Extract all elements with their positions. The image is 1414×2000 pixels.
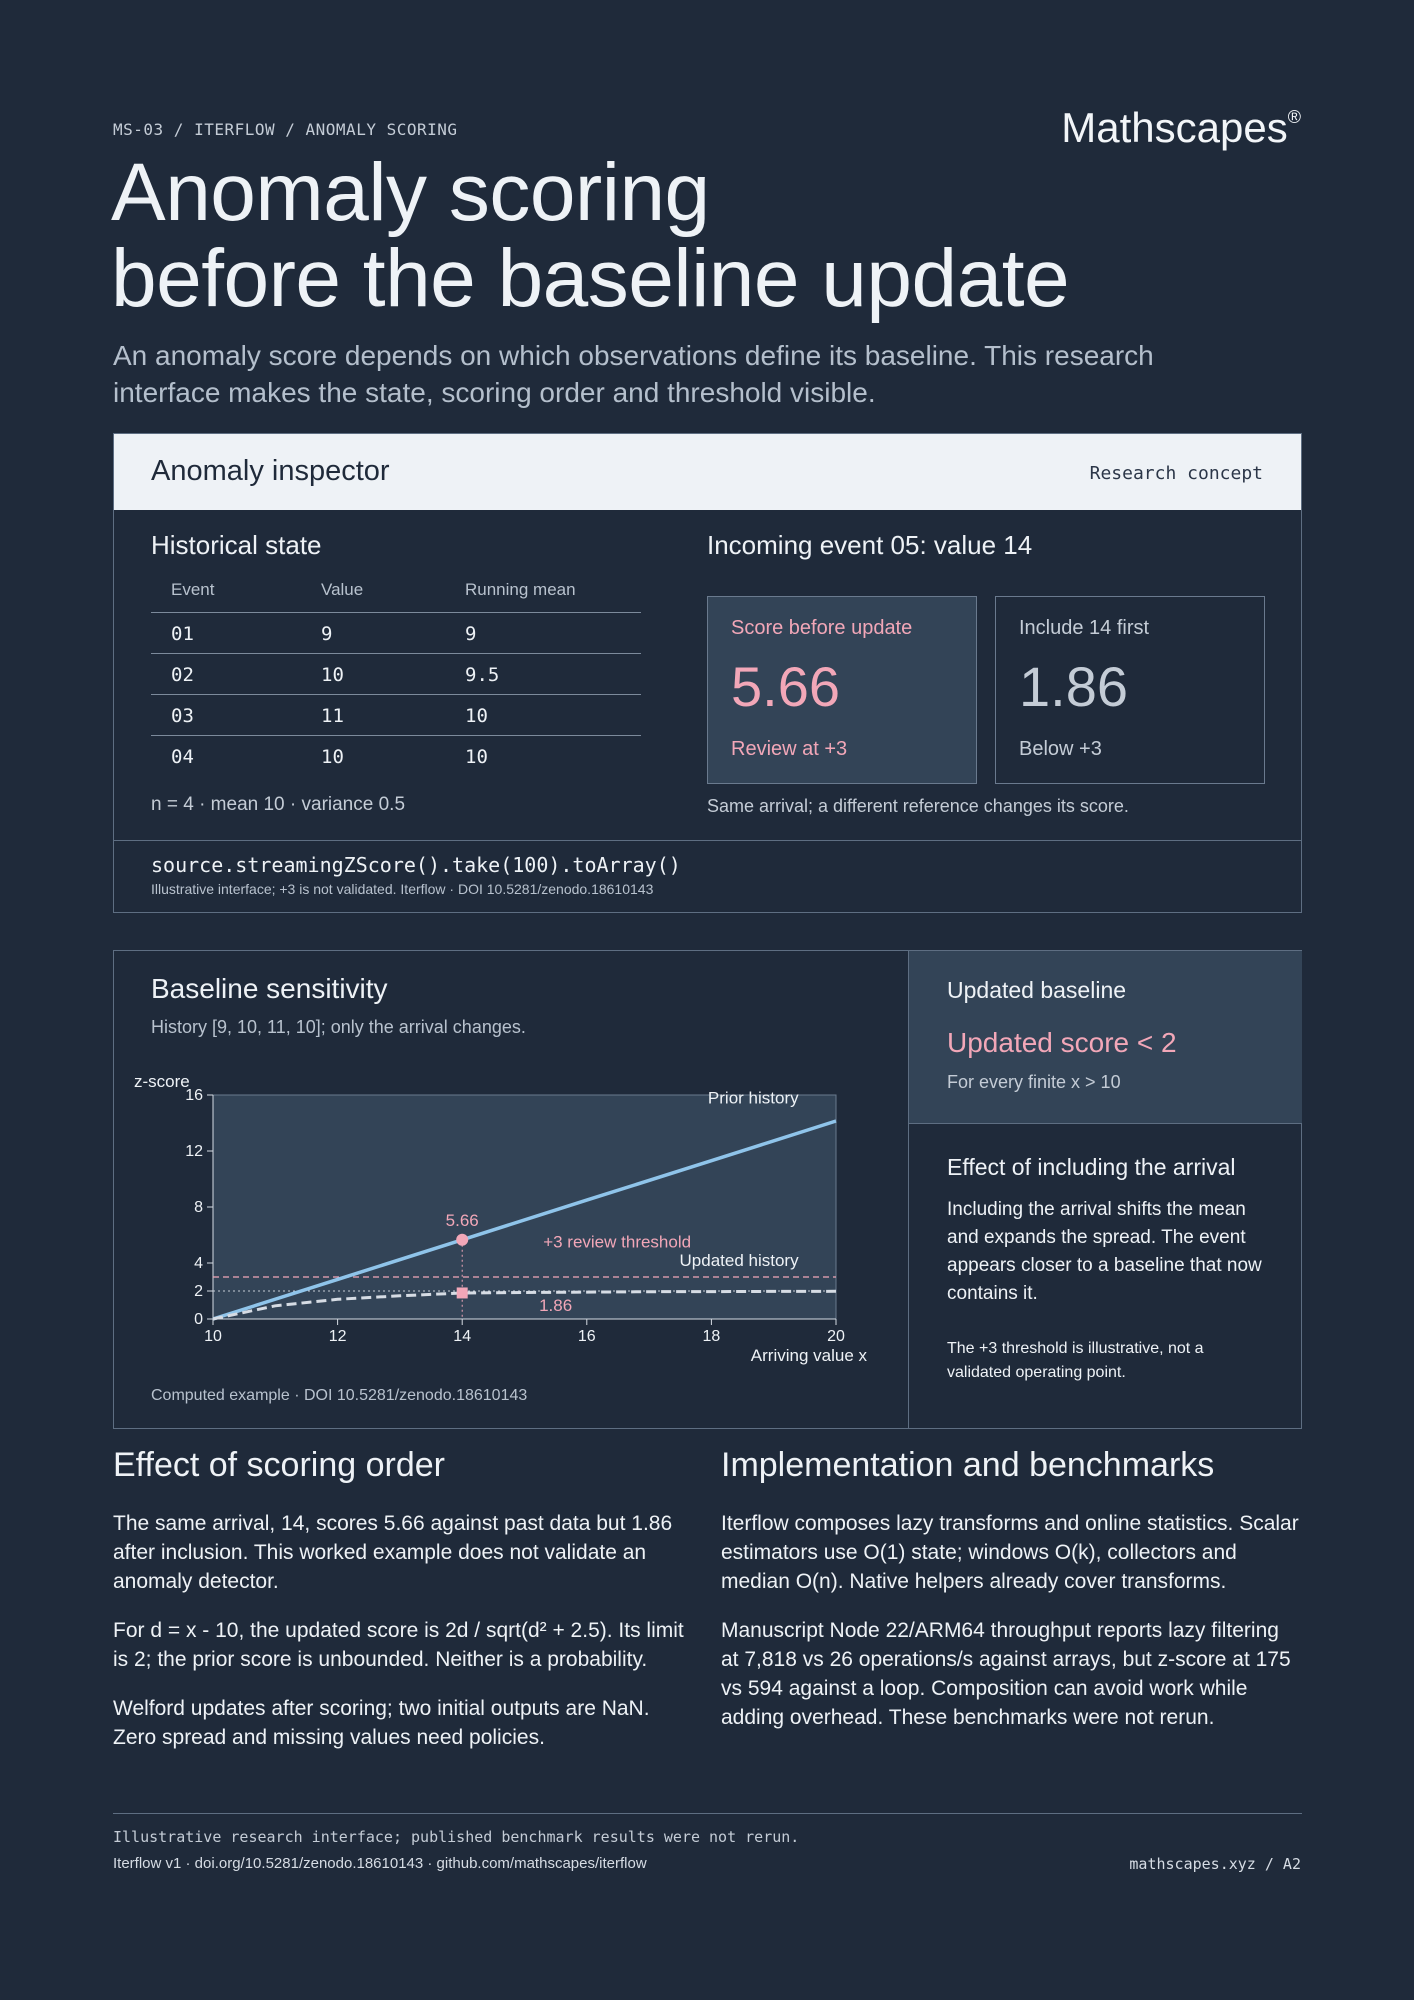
sensitivity-footer: Computed example · DOI 10.5281/zenodo.18610143 bbox=[151, 1387, 528, 1404]
cell-running-mean: 10 bbox=[465, 746, 488, 768]
updated-baseline-title: Updated baseline bbox=[947, 977, 1127, 1003]
breadcrumb: MS-03 / ITERFLOW / ANOMALY SCORING bbox=[113, 120, 458, 139]
col-header-event: Event bbox=[151, 580, 301, 613]
inspector-tag: Research concept bbox=[1089, 463, 1263, 484]
code-snippet: source.streamingZScore().take(100).toArray() bbox=[151, 853, 681, 877]
table-row bbox=[151, 654, 641, 695]
col-header-running-mean: Running mean bbox=[445, 580, 641, 613]
prior-score-point bbox=[456, 1234, 468, 1246]
x-tick-label: 16 bbox=[577, 1328, 596, 1345]
cell-event: 03 bbox=[151, 695, 301, 736]
page-title bbox=[111, 147, 1070, 324]
registered-mark: ® bbox=[1287, 107, 1301, 127]
include-first-card bbox=[995, 596, 1265, 784]
section-title: Implementation and benchmarks bbox=[721, 1446, 1215, 1484]
y-tick-label: 0 bbox=[194, 1311, 203, 1328]
x-tick-label: 12 bbox=[328, 1328, 347, 1345]
page-subtitle: An anomaly score depends on which observations define its baseline. This research interface makes the state, scoring order and threshold visible. bbox=[113, 340, 1154, 408]
table-header-row bbox=[151, 580, 641, 613]
card-value: 5.66 bbox=[731, 655, 840, 718]
updated-score-label: 1.86 bbox=[539, 1295, 573, 1315]
updated-score: Updated score < 2 bbox=[947, 1027, 1177, 1058]
card-note: Review at +3 bbox=[731, 738, 848, 760]
y-axis-label: z-score bbox=[134, 1072, 190, 1091]
cell-event: 02 bbox=[151, 654, 301, 695]
incoming-event-title: Incoming event 05: value 14 bbox=[707, 530, 1033, 560]
y-tick-label: 4 bbox=[194, 1255, 203, 1272]
sensitivity-subtitle: History [9, 10, 11, 10]; only the arrival changes. bbox=[151, 1017, 526, 1037]
col-header-value: Value bbox=[301, 580, 445, 613]
updated-note: For every finite x > 10 bbox=[947, 1072, 1121, 1092]
paragraph: Welford updates after scoring; two initial outputs are NaN. Zero spread and missing values need policies. bbox=[113, 1697, 650, 1749]
brand-name: Mathscapes bbox=[1061, 104, 1288, 151]
card-label: Score before update bbox=[731, 617, 913, 639]
score-before-update-card bbox=[707, 596, 977, 784]
footer-disclaimer: Illustrative research interface; published benchmark results were not rerun. bbox=[113, 1828, 800, 1846]
footer-page: mathscapes.xyz / A2 bbox=[1129, 1855, 1301, 1873]
baseline-sensitivity-panel bbox=[113, 950, 1302, 1429]
title-line-1: Anomaly scoring bbox=[111, 147, 710, 238]
history-summary: n = 4 · mean 10 · variance 0.5 bbox=[151, 794, 406, 815]
code-note: Illustrative interface; +3 is not validated. Iterflow · DOI 10.5281/zenodo.18610143 bbox=[151, 881, 654, 897]
footer-divider bbox=[113, 1813, 1302, 1814]
paragraph: The same arrival, 14, scores 5.66 against past data but 1.86 after inclusion. This worked example does not validate an anomaly detector. bbox=[113, 1512, 673, 1593]
effect-note: The +3 threshold is illustrative, not a validated operating point. bbox=[947, 1340, 1204, 1381]
same-arrival-caption: Same arrival; a different reference changes its score. bbox=[707, 796, 1129, 816]
threshold-label: +3 review threshold bbox=[543, 1232, 692, 1252]
paragraph: For d = x - 10, the updated score is 2d / sqrt(d² + 2.5). Its limit is 2; the prior score is unbounded. Neither is a probability. bbox=[113, 1619, 684, 1671]
prior-score-label: 5.66 bbox=[445, 1210, 479, 1230]
table-row bbox=[151, 613, 641, 654]
code-strip bbox=[114, 840, 1301, 913]
x-tick-label: 14 bbox=[453, 1328, 472, 1345]
paragraph: Manuscript Node 22/ARM64 throughput reports lazy filtering at 7,818 vs 26 operations/s against arrays, but z-score at 175 vs 594 against a loop. Composition can avoid work while adding overhead. These benchmarks were not rerun. bbox=[721, 1619, 1291, 1729]
updated-score-point bbox=[457, 1287, 468, 1298]
card-value: 1.86 bbox=[1019, 655, 1128, 718]
card-label: Include 14 first bbox=[1019, 617, 1150, 639]
cell-value: 9 bbox=[301, 613, 445, 654]
inspector-title: Anomaly inspector bbox=[151, 455, 390, 487]
series-label-updated: Updated history bbox=[679, 1250, 799, 1270]
series-label-prior: Prior history bbox=[707, 1088, 799, 1108]
historical-state-table bbox=[151, 580, 641, 776]
cell-value: 11 bbox=[301, 695, 445, 736]
x-tick-label: 18 bbox=[702, 1328, 721, 1345]
effect-body: Including the arrival shifts the mean and expands the spread. The event appears closer to a baseline that now contains it. bbox=[947, 1199, 1262, 1304]
sensitivity-title: Baseline sensitivity bbox=[151, 973, 388, 1004]
y-tick-label: 8 bbox=[194, 1199, 203, 1216]
plot-area bbox=[213, 1095, 836, 1319]
historical-state-title: Historical state bbox=[151, 530, 322, 560]
cell-event: 01 bbox=[151, 613, 301, 654]
effect-box bbox=[908, 1124, 1302, 1429]
paragraph: Iterflow composes lazy transforms and online statistics. Scalar estimators use O(1) state; windows O(k), collectors and median O(n). Native helpers already cover transforms. bbox=[721, 1512, 1299, 1593]
footer-links: Iterflow v1 · doi.org/10.5281/zenodo.18610143 · github.com/mathscapes/iterflow bbox=[113, 1855, 647, 1872]
cell-running-mean: 10 bbox=[445, 695, 641, 736]
inspector-header bbox=[114, 434, 1301, 510]
z-score-chart bbox=[134, 1061, 904, 1386]
cell-value: 10 bbox=[321, 746, 344, 768]
x-tick-label: 20 bbox=[827, 1328, 845, 1345]
y-tick-label: 2 bbox=[194, 1283, 203, 1300]
cell-running-mean: 9.5 bbox=[445, 654, 641, 695]
brand-logo bbox=[1061, 104, 1301, 152]
anomaly-inspector-panel bbox=[113, 433, 1302, 913]
cell-running-mean: 9 bbox=[445, 613, 641, 654]
x-axis-label: Arriving value x bbox=[750, 1346, 867, 1365]
scoring-order-section bbox=[113, 1446, 693, 1752]
card-note: Below +3 bbox=[1019, 738, 1102, 760]
y-tick-label: 16 bbox=[185, 1087, 203, 1104]
implementation-section bbox=[721, 1446, 1302, 1732]
section-title: Effect of scoring order bbox=[113, 1446, 445, 1484]
title-line-2: before the baseline update bbox=[111, 233, 1070, 324]
cell-event: 04 bbox=[171, 746, 194, 768]
updated-baseline-box bbox=[908, 951, 1302, 1124]
table-row bbox=[151, 695, 641, 736]
effect-title: Effect of including the arrival bbox=[947, 1154, 1236, 1180]
x-tick-label: 10 bbox=[204, 1328, 222, 1345]
table-row bbox=[151, 736, 641, 777]
cell-value: 10 bbox=[301, 654, 445, 695]
y-tick-label: 12 bbox=[185, 1143, 203, 1160]
